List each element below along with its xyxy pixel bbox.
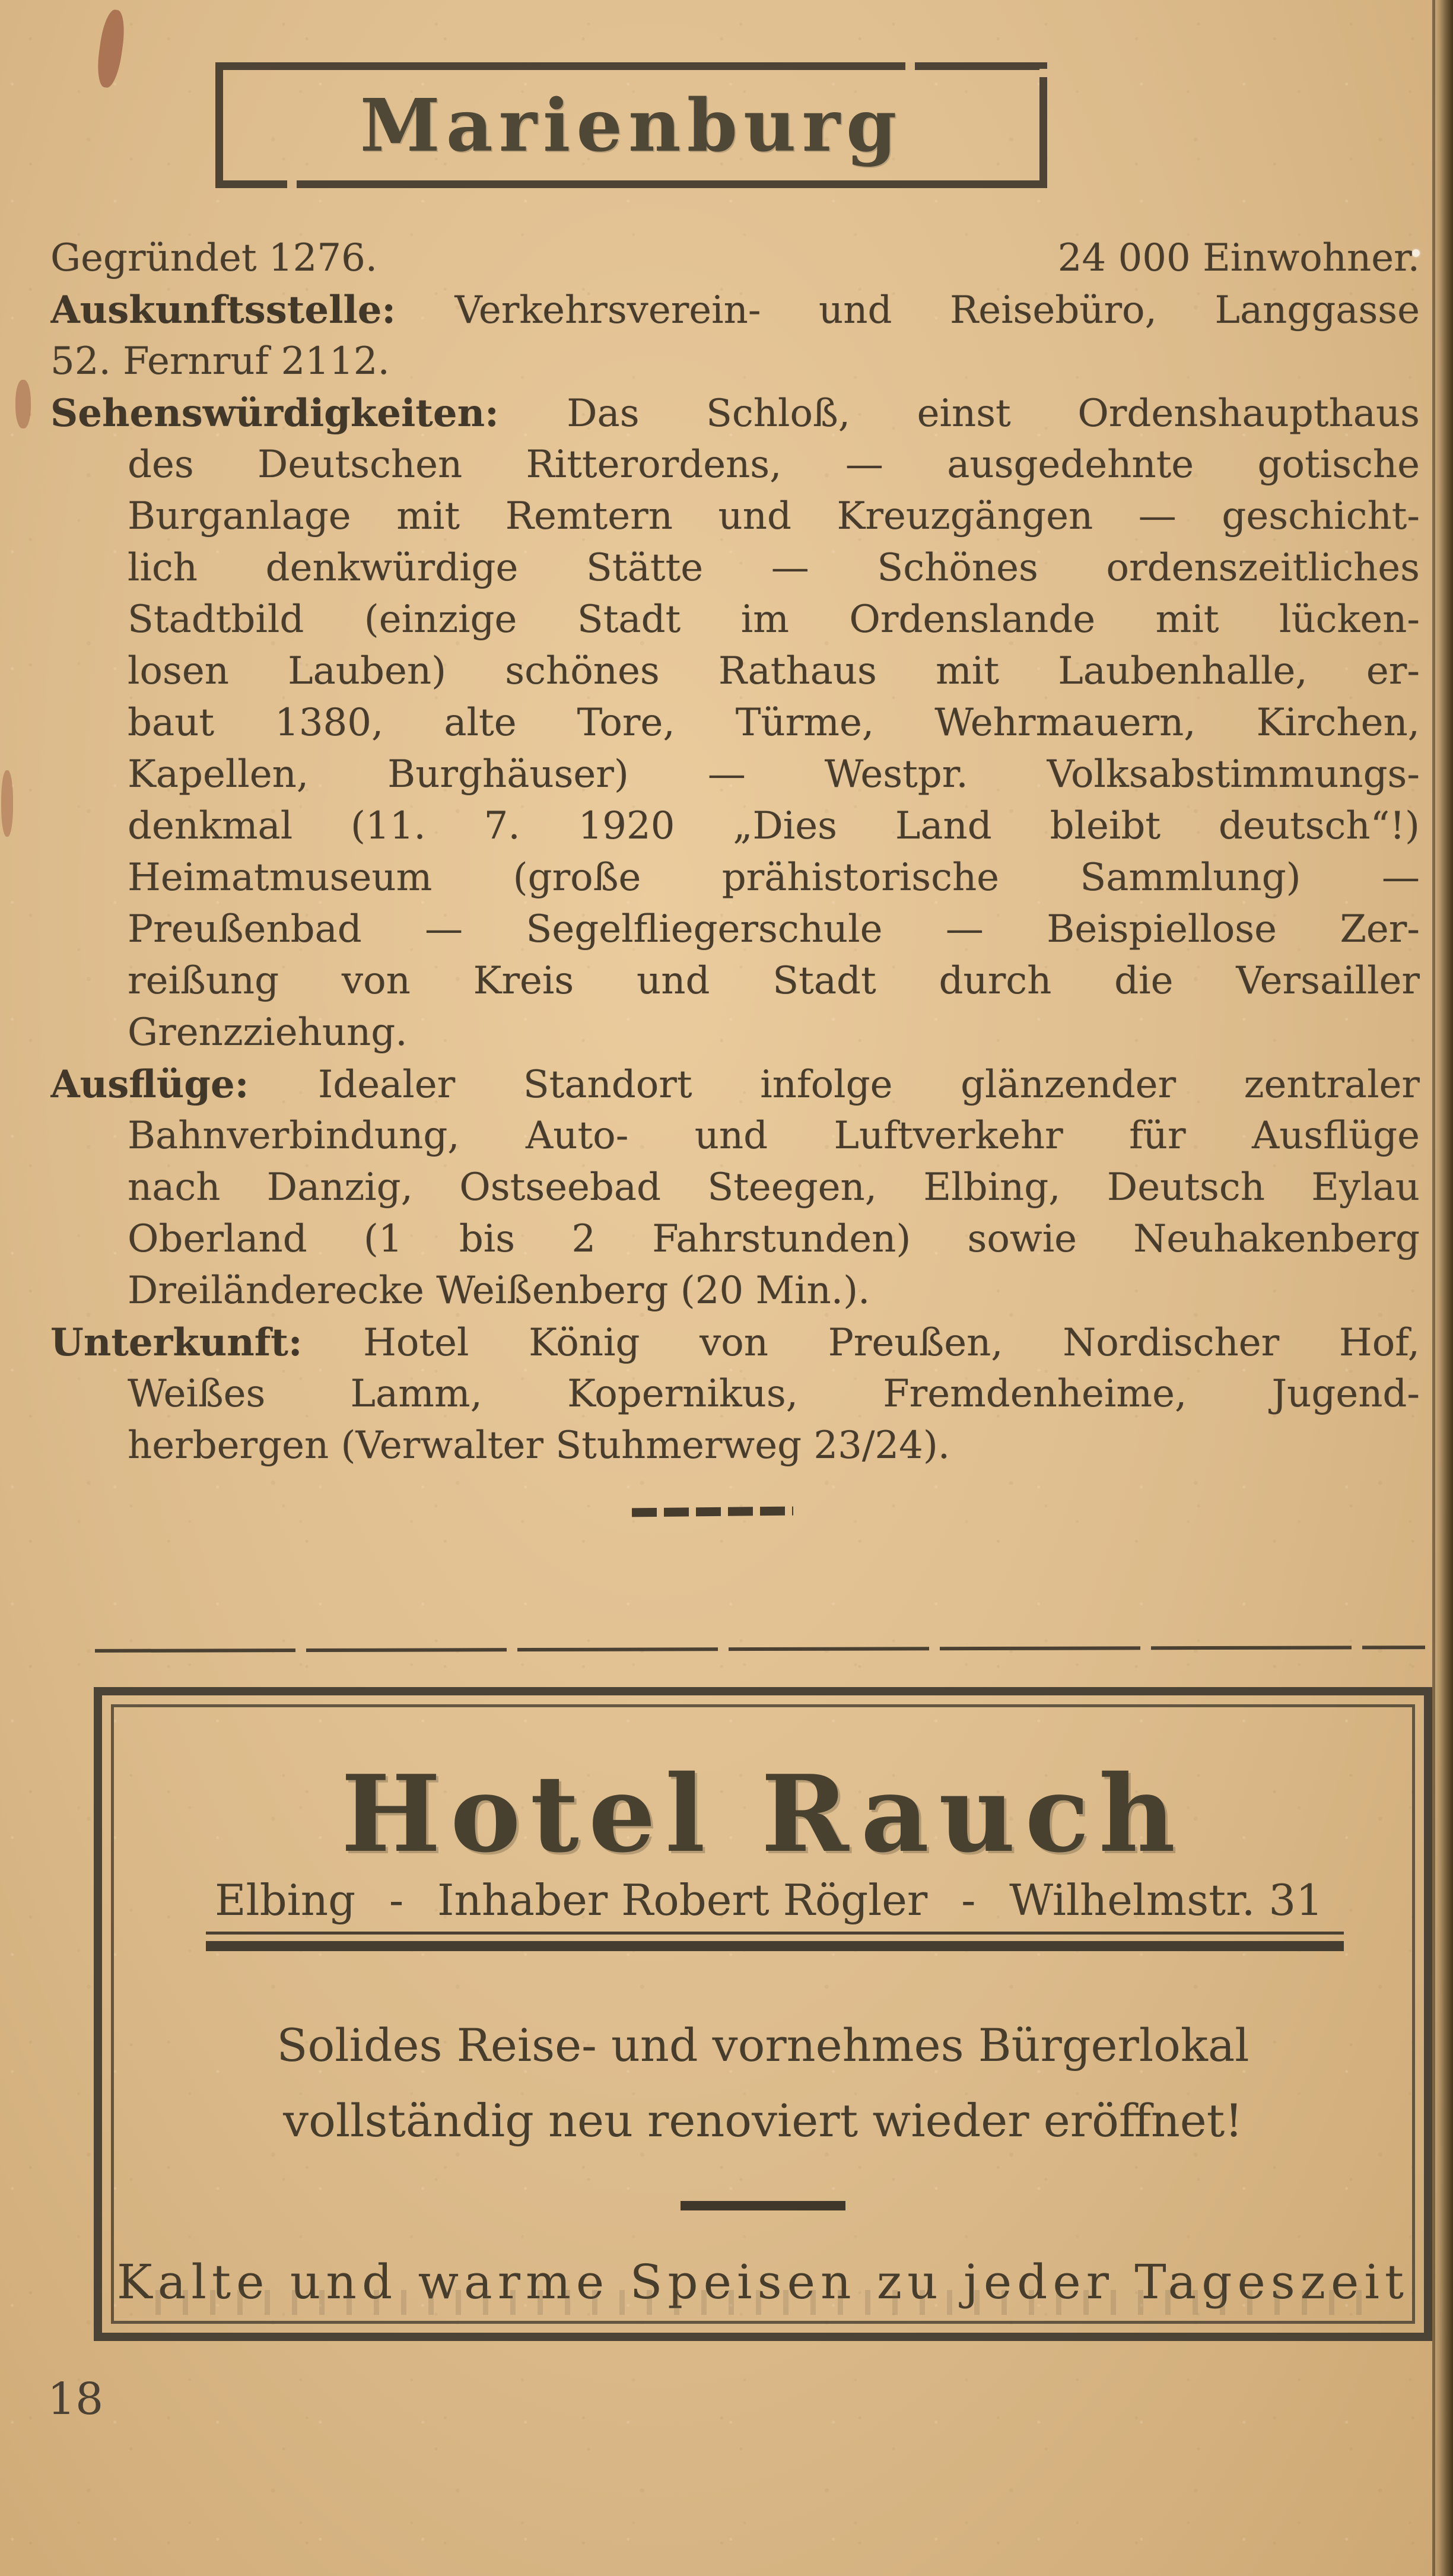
text-line-4: Sehenswürdigkeiten: Das Schloß, einst Ordenshaupthaus [50,391,1420,436]
text-line-21: Dreiländerecke Weißenberg (20 Min.). [128,1269,870,1313]
text-line-8: Stadtbild (einzige Stadt im Ordenslande mit lücken- [128,598,1420,641]
text-line-22: Unterkunft: Hotel König von Preußen, Nordischer Hof, [50,1320,1420,1365]
town-entry-text [50,233,1420,1472]
text-line-6: Burganlage mit Remtern und Kreuzgängen — geschicht- [128,494,1420,538]
print-showthrough [155,2290,1371,2315]
advert-body-line-2: vollständig neu renoviert wieder eröffnet! [283,2094,1243,2147]
advert-short-rule [681,2201,845,2210]
border-gap [1039,69,1047,77]
thick-rule [206,1941,1344,1951]
text-line-15: reißung von Kreis und Stadt durch die Versailler [128,959,1420,1003]
advert-separator-rule [95,1646,1425,1653]
text-line-10: baut 1380, alte Tore, Türme, Wehrmauern, Kirchen, [128,701,1420,745]
page-edge-line [1432,0,1435,2576]
text-line-13: Heimatmuseum (große prähistorische Sammlung) — [128,856,1420,900]
text-line-11: Kapellen, Burghäuser) — Westpr. Volksabstimmungs- [128,752,1420,796]
advert-body-line-1: Solides Reise- und vornehmes Bürgerlokal [276,2019,1249,2072]
text-line-14: Preußenbad — Segelfliegerschule — Beispiellose Zer- [128,907,1420,951]
ink-blotch [15,380,31,428]
section-label: Unterkunft: [50,1320,364,1365]
founded-text: Gegründet 1276. [50,236,378,280]
border-gap [905,62,915,70]
text-line-5: des Deutschen Ritterordens, — ausgedehnte gotische [128,443,1420,487]
text-line-20: Oberland (1 bis 2 Fahrstunden) sowie Neuhakenberg [128,1217,1420,1261]
section-label: Ausflüge: [50,1062,318,1107]
advert-owner: Inhaber Robert Rögler [437,1875,928,1925]
text-line-2: Auskunftsstelle: Verkehrsverein- und Reisebüro, Langgasse [50,288,1420,332]
text-line-19: nach Danzig, Ostseebad Steegen, Elbing, Deutsch Eylau [128,1165,1420,1209]
section-label: Auskunftsstelle: [50,288,455,332]
advert-footer-line: Kalte und warme Speisen zu jeder Tageszeit [116,2254,1410,2310]
town-header-box [215,62,1047,188]
text-line-18: Bahnverbindung, Auto- und Luftverkehr für Ausflüge [128,1114,1420,1158]
page-number: 18 [47,2374,104,2425]
text-line-23: Weißes Lamm, Kopernikus, Fremdenheime, Jugend- [128,1372,1420,1416]
text-line-16: Grenzziehung. [128,1011,408,1054]
thin-rule [206,1932,1344,1935]
hotel-rauch-advert [94,1687,1432,2341]
dash-separator: - [389,1875,404,1925]
border-gap [287,180,297,188]
text-line-1 [50,233,1420,284]
text-line-17: Ausflüge: Idealer Standort infolge glänzender zentraler [50,1062,1420,1107]
text-line-9: losen Lauben) schönes Rathaus mit Laubenhalle, er- [128,649,1420,693]
ink-blotch [94,8,128,89]
text-line-24: herbergen (Verwalter Stuhmerweg 23/24). [128,1424,950,1468]
text-line-3: 52. Fernruf 2112. [50,339,390,383]
section-label: Sehenswürdigkeiten: [50,391,567,436]
dash-separator: - [961,1875,976,1925]
advert-address: Wilhelmstr. 31 [1009,1875,1323,1925]
ink-blotch [1,770,13,837]
advert-city: Elbing [215,1875,356,1925]
advert-info-row [215,1873,1323,1927]
text-line-7: lich denkwürdige Stätte — Schönes ordenszeitliches [128,546,1420,590]
page-title: Marienburg [360,82,903,168]
advert-double-rule [206,1932,1344,1951]
section-end-divider [632,1507,793,1517]
advert-hotel-name: Hotel Rauch [341,1752,1185,1876]
text-line-12: denkmal (11. 7. 1920 „Dies Land bleibt deutsch“!) [128,804,1420,848]
population-text: 24 000 Einwohner. [1057,236,1420,280]
